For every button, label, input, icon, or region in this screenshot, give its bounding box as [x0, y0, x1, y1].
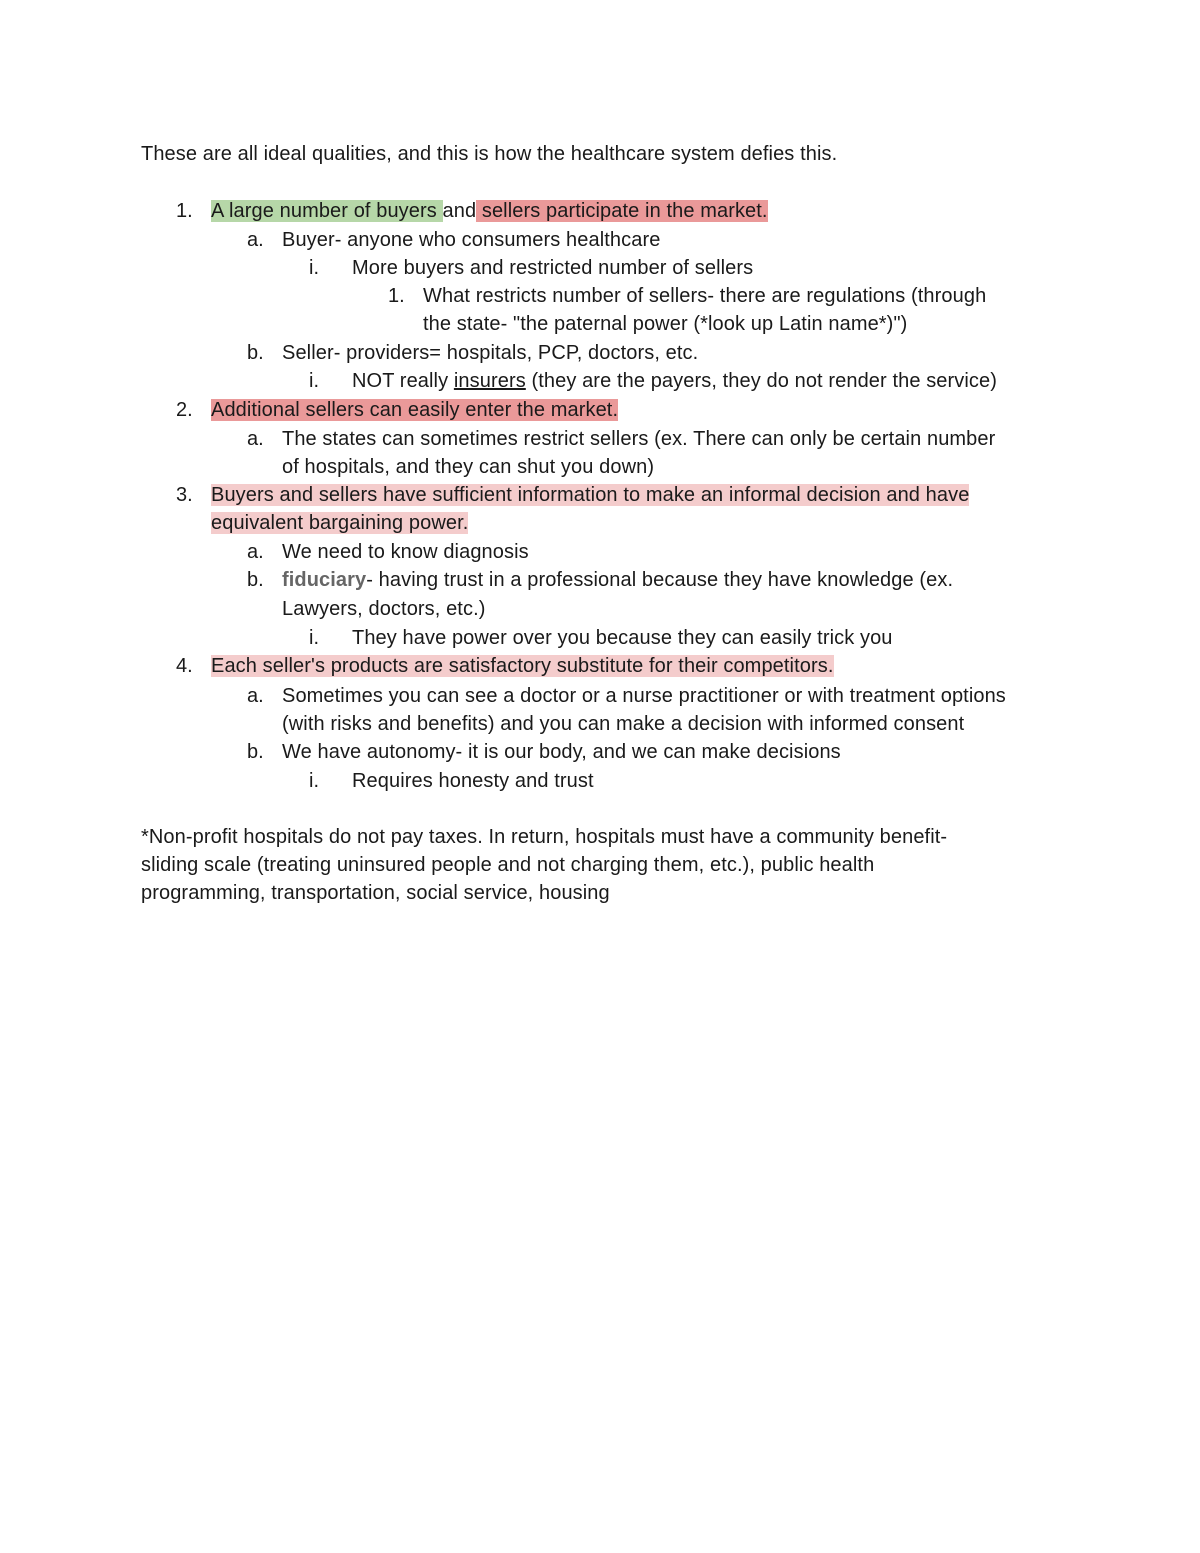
list-item-1b: Seller- providers= hospitals, PCP, doctors, etc.	[282, 342, 699, 364]
list-item-text: NOT really	[352, 370, 454, 392]
highlight-red: Additional sellers can easily enter the market.	[211, 399, 619, 421]
footnote-line2: sliding scale (treating uninsured people and not charging them, etc.), public health	[141, 854, 875, 876]
list-item-4	[211, 653, 834, 679]
list-item-text: and	[442, 200, 477, 222]
list-item-1ai1-line1: What restricts number of sellers- there are regulations (through	[423, 285, 987, 307]
list-marker: 1.	[388, 285, 405, 307]
list-item-3-line1	[211, 482, 969, 508]
list-item-3-line2	[211, 510, 468, 536]
list-marker: i.	[309, 627, 319, 649]
list-item-2a-line1: The states can sometimes restrict sellers (ex. There can only be certain number	[282, 428, 996, 450]
list-marker: i.	[309, 770, 319, 792]
list-item-1ai1-line2: the state- "the paternal power (*look up Latin name*)")	[423, 313, 908, 335]
list-item-2a-line2: of hospitals, and they can shut you down)	[282, 456, 655, 478]
intro-paragraph	[141, 141, 837, 167]
list-item-3bi: They have power over you because they can easily trick you	[352, 627, 893, 649]
list-item-4a-line1: Sometimes you can see a doctor or a nurse practitioner or with treatment options	[282, 685, 1006, 707]
list-item-text: (they are the payers, they do not render the service)	[525, 370, 998, 392]
footnote-line1: *Non-profit hospitals do not pay taxes. In return, hospitals must have a community benefit-	[141, 826, 948, 848]
list-marker: i.	[309, 257, 319, 279]
list-marker: i.	[309, 370, 319, 392]
list-marker: 4.	[176, 655, 193, 677]
list-item-1	[211, 198, 768, 224]
list-item-3a: We need to know diagnosis	[282, 541, 529, 563]
list-item-2	[211, 397, 618, 423]
list-item-3b-line1	[282, 567, 953, 593]
list-item-1a: Buyer- anyone who consumers healthcare	[282, 229, 661, 251]
highlight-pink: equivalent bargaining power.	[211, 512, 469, 534]
list-item-text: - having trust in a professional because they have knowledge (ex.	[366, 569, 954, 591]
list-item-1bi	[352, 368, 997, 394]
underlined-term: insurers	[453, 370, 526, 392]
highlight-pink: Buyers and sellers have sufficient information to make an informal decision and have	[211, 484, 970, 506]
list-item-3b-line2: Lawyers, doctors, etc.)	[282, 598, 486, 620]
footnote-line3: programming, transportation, social service, housing	[141, 882, 610, 904]
intro-text: These are all ideal qualities, and this is how the healthcare system defies this.	[141, 143, 838, 165]
list-marker: 2.	[176, 399, 193, 421]
highlight-red: sellers participate in the market.	[476, 200, 768, 222]
highlight-green: A large number of buyers	[211, 200, 443, 222]
list-marker: a.	[247, 685, 264, 707]
list-marker: a.	[247, 229, 264, 251]
list-marker: a.	[247, 541, 264, 563]
list-marker: 1.	[176, 200, 193, 222]
highlight-pink: Each seller's products are satisfactory substitute for their competitors.	[211, 655, 834, 677]
list-item-4b: We have autonomy- it is our body, and we can make decisions	[282, 741, 841, 763]
list-marker: b.	[247, 342, 264, 364]
list-marker: a.	[247, 428, 264, 450]
list-item-4bi: Requires honesty and trust	[352, 770, 594, 792]
list-marker: 3.	[176, 484, 193, 506]
list-marker: b.	[247, 741, 264, 763]
list-item-4a-line2: (with risks and benefits) and you can make a decision with informed consent	[282, 713, 965, 735]
list-item-1ai: More buyers and restricted number of sellers	[352, 257, 754, 279]
bold-term: fiduciary	[282, 569, 367, 591]
list-marker: b.	[247, 569, 264, 591]
